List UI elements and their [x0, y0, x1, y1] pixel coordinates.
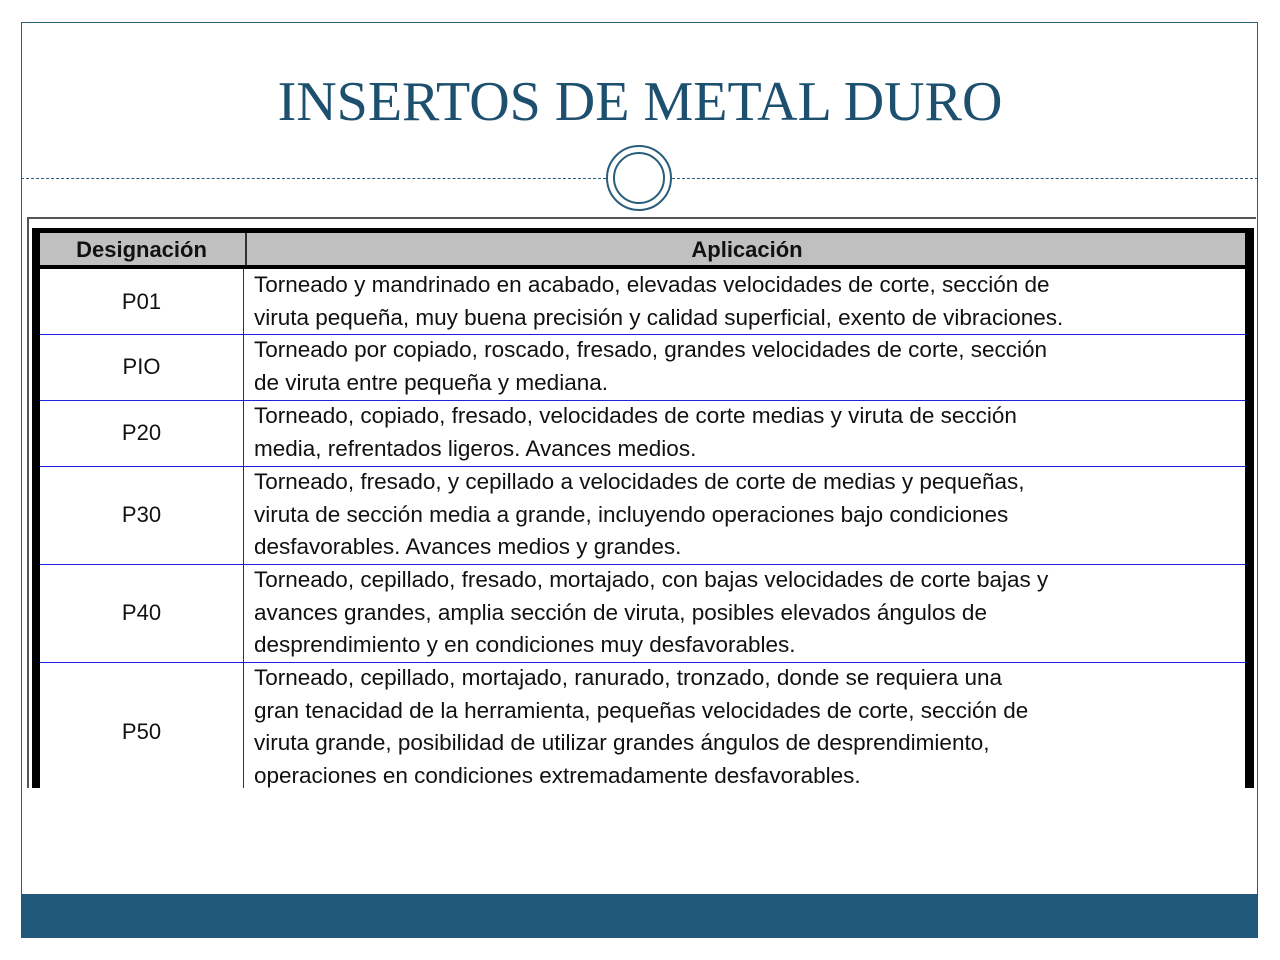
application-line: Torneado, cepillado, mortajado, ranurado, tronzado, donde se requiera una [254, 665, 1003, 690]
designation-cell: P30 [121, 502, 162, 527]
table-header [40, 233, 1245, 269]
table-row [40, 662, 1245, 788]
designation-cell: PIO [122, 354, 161, 379]
application-line: Torneado por copiado, roscado, fresado, grandes velocidades de corte, sección [254, 337, 1047, 362]
designation-cell: P20 [121, 420, 162, 445]
title-divider-left [21, 178, 606, 179]
table-row [40, 466, 1245, 565]
application-line: operaciones en condiciones extremadamente desfavorables. [254, 762, 861, 788]
application-cell [243, 334, 1245, 400]
insert-designation-table [27, 217, 1256, 788]
application-line: avances grandes, amplia sección de viruta, posibles elevados ángulos de [254, 599, 987, 625]
table-row [40, 269, 1245, 335]
header-designation: Designación [76, 237, 207, 262]
application-line: Torneado, cepillado, fresado, mortajado, con bajas velocidades de corte bajas y [254, 567, 1049, 592]
application-line: de viruta entre pequeña y mediana. [254, 369, 608, 395]
application-line: gran tenacidad de la herramienta, pequeñas velocidades de corte, sección de [254, 697, 1029, 723]
application-line: desprendimiento y en condiciones muy desfavorables. [254, 632, 796, 657]
designation-cell: P40 [121, 600, 162, 625]
application-cell [243, 662, 1245, 788]
table-row [40, 334, 1245, 401]
application-line: Torneado, fresado, y cepillado a velocidades de corte de medias y pequeñas, [254, 469, 1025, 494]
application-cell [243, 269, 1245, 334]
footer-band [21, 894, 1258, 938]
designation-cell: P01 [121, 288, 162, 314]
application-line: viruta de sección media a grande, incluyendo operaciones bajo condiciones [254, 501, 1009, 527]
title-divider-right [672, 178, 1258, 179]
application-line: viruta pequeña, muy buena precisión y calidad superficial, exento de vibraciones. [254, 304, 1064, 330]
application-line: Torneado, copiado, fresado, velocidades de corte medias y viruta de sección [254, 403, 1017, 428]
table-row [40, 564, 1245, 663]
slide-title: INSERTOS DE METAL DURO [277, 71, 1003, 133]
designation-cell: P50 [121, 719, 162, 744]
application-cell [243, 564, 1245, 662]
application-cell [243, 400, 1245, 466]
header-application: Aplicación [245, 233, 1247, 265]
application-line: Torneado y mandrinado en acabado, elevadas velocidades de corte, sección de [254, 272, 1050, 297]
application-line: viruta grande, posibilidad de utilizar grandes ángulos de desprendimiento, [254, 730, 990, 755]
application-line: desfavorables. Avances medios y grandes. [254, 534, 682, 559]
application-cell [243, 466, 1245, 564]
application-line: media, refrentados ligeros. Avances medios. [254, 435, 697, 461]
table-row [40, 400, 1245, 467]
circle-ornament-icon [606, 145, 672, 211]
